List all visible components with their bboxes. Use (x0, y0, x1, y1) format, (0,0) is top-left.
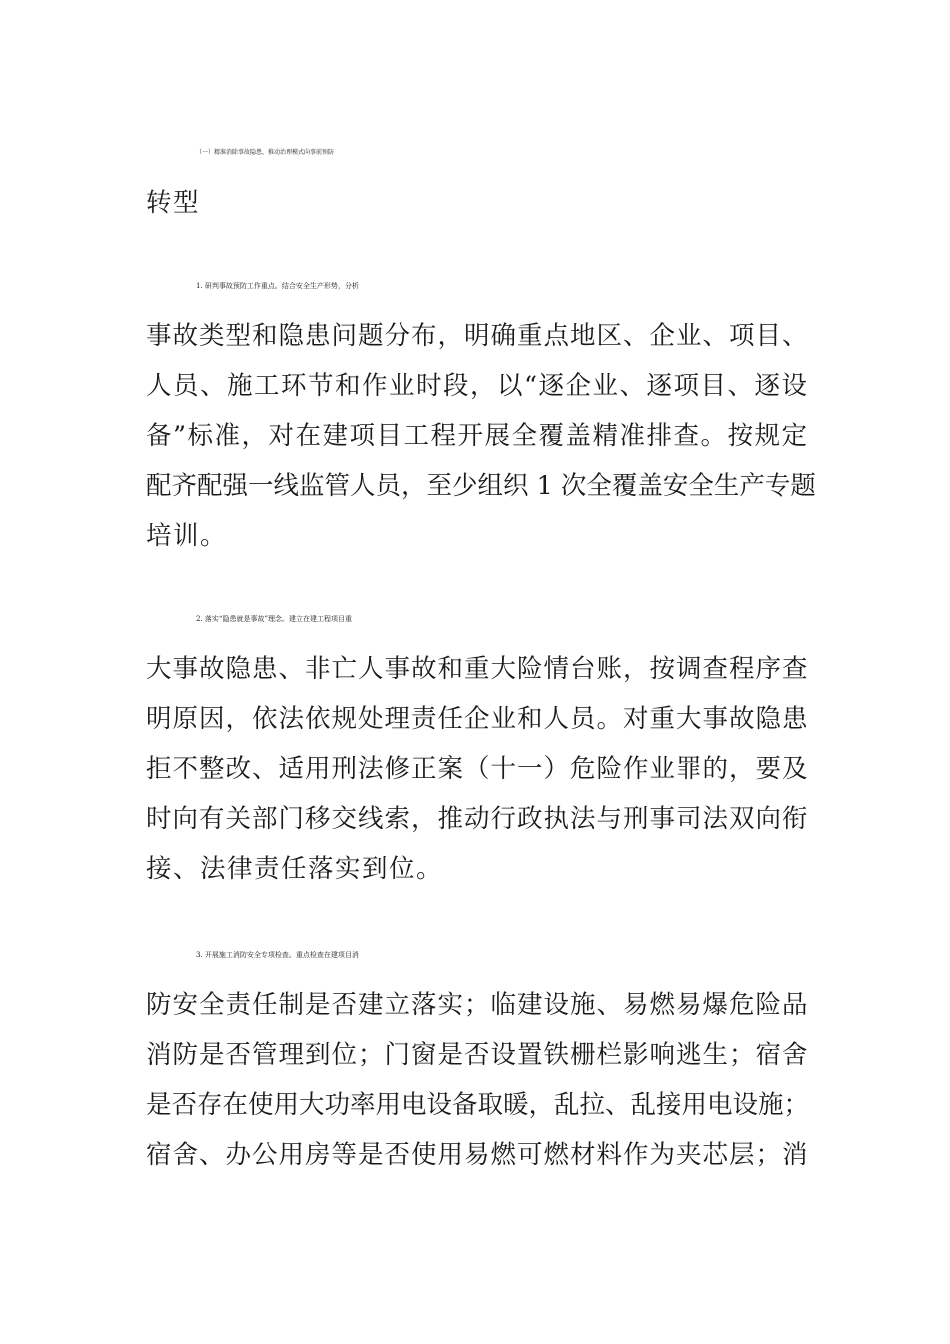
paragraph-1-line-6: 培训。 (146, 521, 228, 551)
paragraph-1-line-1: 1. 研判事故预防工作重点。结合安全生产形势，分析 (196, 282, 359, 290)
paragraph-3-line-4: 是否存在使用大功率用电设备取暖，乱拉、乱接用电设施； (146, 1090, 810, 1120)
paragraph-1-line-4: 备”标准，对在建项目工程开展全覆盖精准排查。按规定 (146, 421, 809, 451)
paragraph-2-line-2: 大事故隐患、非亡人事故和重大险情台账，按调查程序查 (146, 654, 809, 684)
paragraph-1-line-2: 事故类型和隐患问题分布，明确重点地区、企业、项目、 (146, 321, 809, 351)
section-heading-line-2: 转型 (146, 188, 201, 218)
paragraph-3-line-2: 防安全责任制是否建立落实；临建设施、易燃易爆危险品 (146, 990, 809, 1020)
paragraph-3-line-1: 3. 开展施工消防安全专项检查。重点检查在建项目消 (196, 951, 359, 959)
paragraph-1-line-3: 人员、施工环节和作业时段，以“逐企业、逐项目、逐设 (146, 371, 809, 401)
paragraph-2-line-3: 明原因，依法依规处理责任企业和人员。对重大事故隐患 (146, 704, 809, 734)
paragraph-3-line-3: 消防是否管理到位；门窗是否设置铁栅栏影响逃生；宿舍 (146, 1040, 809, 1070)
paragraph-2-line-6: 接、法律责任落实到位。 (146, 854, 444, 884)
paragraph-2-line-1: 2. 落实“隐患就是事故”理念。建立在建工程项目重 (196, 615, 353, 623)
paragraph-2-line-5: 时向有关部门移交线索，推动行政执法与刑事司法双向衔 (146, 804, 809, 834)
section-heading-line-1: （一）精准消除事故隐患，推动治理模式向事前预防 (196, 149, 335, 156)
paragraph-2-line-4: 拒不整改、适用刑法修正案（十一）危险作业罪的，要及 (146, 754, 809, 784)
paragraph-1-line-5: 配齐配强一线监管人员，至少组织 1 次全覆盖安全生产专题 (146, 471, 816, 501)
paragraph-3-line-5: 宿舍、办公用房等是否使用易燃可燃材料作为夹芯层；消 (146, 1140, 809, 1170)
